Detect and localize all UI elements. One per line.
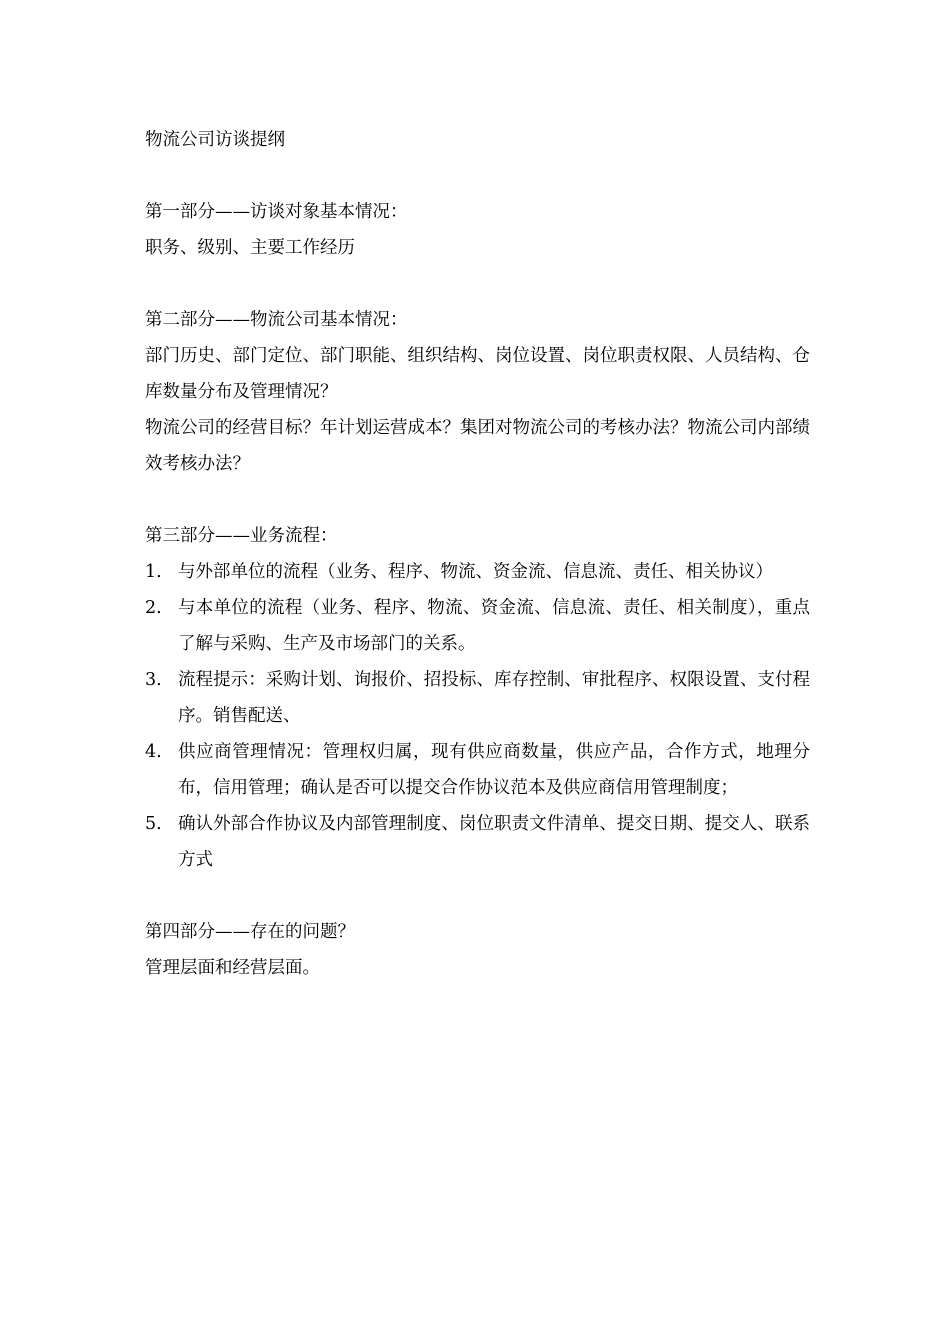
list-item-number: 1.: [145, 562, 162, 582]
list-item: [145, 734, 810, 806]
list-item-text: 供应商管理情况：管理权归属，现有供应商数量，供应产品，合作方式，地理分布，信用管理；确认是否可以提交合作协议范本及供应商信用管理制度；: [178, 742, 810, 798]
list-item-text: 流程提示：采购计划、询报价、招投标、库存控制、审批程序、权限设置、支付程序。销售配送、: [178, 670, 810, 726]
spacer: [145, 266, 810, 302]
list-item: [145, 662, 810, 734]
section3-heading: 第三部分——业务流程：: [145, 526, 338, 546]
list-item-number: 3.: [145, 670, 162, 690]
section1-line: 职务、级别、主要工作经历: [145, 238, 355, 258]
list-item: [145, 554, 810, 590]
section4-line: 管理层面和经营层面。: [145, 958, 320, 978]
section1-heading: 第一部分——访谈对象基本情况：: [145, 202, 408, 222]
spacer: [145, 482, 810, 518]
list-item-number: 4.: [145, 742, 162, 762]
list-item-text: 与本单位的流程（业务、程序、物流、资金流、信息流、责任、相关制度），重点了解与采购、生产及市场部门的关系。: [178, 598, 810, 654]
list-item: [145, 590, 810, 662]
spacer: [145, 158, 810, 194]
list-item-text: 与外部单位的流程（业务、程序、物流、资金流、信息流、责任、相关协议）: [178, 562, 773, 582]
section2-heading: 第二部分——物流公司基本情况：: [145, 310, 408, 330]
section2-paragraph: 物流公司的经营目标？年计划运营成本？集团对物流公司的考核办法？物流公司内部绩效考核办法？: [145, 418, 810, 474]
spacer: [145, 878, 810, 914]
document-title: 物流公司访谈提纲: [145, 130, 285, 150]
document-body: [145, 122, 810, 986]
list-item-text: 确认外部合作协议及内部管理制度、岗位职责文件清单、提交日期、提交人、联系方式: [178, 814, 810, 870]
list-item: [145, 806, 810, 878]
list-item-number: 2.: [145, 598, 162, 618]
list-item-number: 5.: [145, 814, 162, 834]
process-list: [145, 554, 810, 878]
section2-paragraph: 部门历史、部门定位、部门职能、组织结构、岗位设置、岗位职责权限、人员结构、仓库数量分布及管理情况？: [145, 346, 810, 402]
section4-heading: 第四部分——存在的问题？: [145, 922, 355, 942]
